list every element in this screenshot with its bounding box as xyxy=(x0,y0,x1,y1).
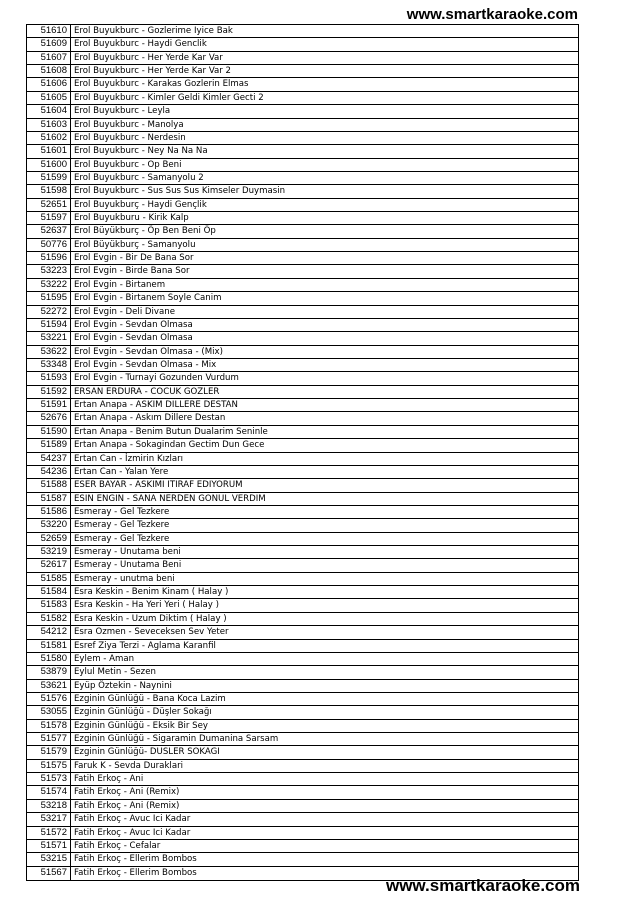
song-number: 54236 xyxy=(27,466,71,478)
table-row xyxy=(27,840,578,853)
song-title: Ezginin Günlüğü - Sigaramin Dumanina Sarsam xyxy=(74,734,279,745)
song-title: Erol Buyukburu - Kirik Kalp xyxy=(74,213,189,224)
footer-site-url: www.smartkaraoke.com xyxy=(385,876,580,895)
table-row xyxy=(27,546,578,559)
song-title: Eylem - Aman xyxy=(74,653,135,664)
song-title: Ezginin Günlüğü- DUSLER SOKAGI xyxy=(74,747,220,758)
song-title: Eyüp Öztekin - Naynini xyxy=(74,680,172,691)
table-row xyxy=(27,533,578,546)
song-number: 52637 xyxy=(27,225,71,237)
song-title: Erol Buyukburc - Her Yerde Kar Var xyxy=(74,52,223,63)
song-title: Ertan Can - Yalan Yere xyxy=(74,466,169,477)
song-number: 51605 xyxy=(27,92,71,104)
song-number: 51600 xyxy=(27,159,71,171)
song-number: 51573 xyxy=(27,773,71,785)
song-title: Erol Buyukburc - Nerdesin xyxy=(74,132,186,143)
table-row xyxy=(27,346,578,359)
table-row xyxy=(27,359,578,372)
table-row xyxy=(27,813,578,826)
song-number: 53221 xyxy=(27,332,71,344)
table-row xyxy=(27,599,578,612)
song-number: 51579 xyxy=(27,746,71,758)
song-title: Esmeray - Gel Tezkere xyxy=(74,520,170,531)
song-title: Fatih Erkoç - Cefalar xyxy=(74,840,161,851)
song-title: Esmeray - Unutama beni xyxy=(74,547,181,558)
song-title: Erol Evgin - Birde Bana Sor xyxy=(74,266,190,277)
song-title: Fatih Erkoç - Ellerim Bombos xyxy=(74,854,197,865)
table-row xyxy=(27,453,578,466)
table-row xyxy=(27,78,578,91)
song-title: Erol Büyükburç - Öp Ben Beni Öp xyxy=(74,226,216,237)
song-title: Ezginin Günlüğü - Bana Koca Lazim xyxy=(74,693,226,704)
table-row xyxy=(27,519,578,532)
song-title: Erol Evgin - Birtanem Soyle Canim xyxy=(74,293,222,304)
song-title: Esmeray - unutma beni xyxy=(74,573,175,584)
song-title: Esra Ozmen - Seveceksen Sev Yeter xyxy=(74,627,229,638)
song-number: 51583 xyxy=(27,599,71,611)
song-number: 54237 xyxy=(27,453,71,465)
song-title: Ezginin Günlüğü - Eksik Bir Sey xyxy=(74,720,209,731)
song-number: 53217 xyxy=(27,813,71,825)
song-number: 52659 xyxy=(27,533,71,545)
song-title: Erol Evgin - Deli Divane xyxy=(74,306,176,317)
song-number: 51602 xyxy=(27,132,71,144)
table-row xyxy=(27,38,578,51)
song-number: 53222 xyxy=(27,279,71,291)
table-row xyxy=(27,185,578,198)
table-row xyxy=(27,306,578,319)
table-row xyxy=(27,506,578,519)
song-title: Ertan Anapa - Sokagindan Gectim Dun Gece xyxy=(74,440,265,451)
song-number: 51610 xyxy=(27,25,71,37)
song-title: Erol Evgin - Birtanem xyxy=(74,279,166,290)
song-number: 51599 xyxy=(27,172,71,184)
song-title: Esmeray - Gel Tezkere xyxy=(74,506,170,517)
song-number: 53219 xyxy=(27,546,71,558)
table-row xyxy=(27,265,578,278)
table-row xyxy=(27,613,578,626)
table-row xyxy=(27,573,578,586)
table-row xyxy=(27,372,578,385)
table-row xyxy=(27,279,578,292)
table-row xyxy=(27,212,578,225)
table-row xyxy=(27,479,578,492)
table-row xyxy=(27,25,578,38)
song-number: 51595 xyxy=(27,292,71,304)
song-number: 53879 xyxy=(27,666,71,678)
song-title: Erol Büyükburç - Samanyolu xyxy=(74,239,196,250)
song-title: ESER BAYAR - ASKIMI ITIRAF EDIYORUM xyxy=(74,480,243,491)
song-number: 51598 xyxy=(27,185,71,197)
table-row xyxy=(27,666,578,679)
song-title: Fatih Erkoç - Avuc Ici Kadar xyxy=(74,814,191,825)
song-title: Erol Buyukburc - Manolya xyxy=(74,119,184,130)
song-number: 51580 xyxy=(27,653,71,665)
table-row xyxy=(27,412,578,425)
song-title: Esref Ziya Terzi - Aglama Karanfil xyxy=(74,640,216,651)
table-row xyxy=(27,172,578,185)
song-title: ERSAN ERDURA - COCUK GOZLER xyxy=(74,386,220,397)
song-table xyxy=(26,24,579,881)
song-number: 53622 xyxy=(27,346,71,358)
song-number: 52676 xyxy=(27,412,71,424)
song-title: Erol Buyukburc - Her Yerde Kar Var 2 xyxy=(74,66,232,77)
song-title: Faruk K - Sevda Duraklari xyxy=(74,760,184,771)
song-title: Ertan Anapa - Askım Dillere Destan xyxy=(74,413,226,424)
song-number: 51584 xyxy=(27,586,71,598)
song-number: 53223 xyxy=(27,265,71,277)
song-number: 51578 xyxy=(27,720,71,732)
song-number: 54212 xyxy=(27,626,71,638)
song-number: 51594 xyxy=(27,319,71,331)
song-number: 51603 xyxy=(27,119,71,131)
song-number: 50776 xyxy=(27,239,71,251)
song-number: 51589 xyxy=(27,439,71,451)
song-number: 53215 xyxy=(27,853,71,865)
table-row xyxy=(27,119,578,132)
song-number: 51607 xyxy=(27,52,71,64)
song-title: Erol Buyukburc - Op Beni xyxy=(74,159,182,170)
table-row xyxy=(27,426,578,439)
song-number: 53621 xyxy=(27,680,71,692)
song-number: 51576 xyxy=(27,693,71,705)
song-number: 51591 xyxy=(27,399,71,411)
song-title: Ertan Anapa - Benim Butun Dualarim Seninle xyxy=(74,426,268,437)
table-row xyxy=(27,252,578,265)
table-row xyxy=(27,720,578,733)
song-number: 51574 xyxy=(27,786,71,798)
song-title: Erol Evgin - Sevdan Olmasa - Mix xyxy=(74,359,217,370)
song-title: Erol Evgin - Sevdan Olmasa xyxy=(74,333,193,344)
song-title: Erol Buyukburç - Haydi Gençlik xyxy=(74,199,207,210)
header-site-url: www.smartkaraoke.com xyxy=(406,6,578,23)
table-row xyxy=(27,653,578,666)
table-row xyxy=(27,65,578,78)
song-number: 53220 xyxy=(27,519,71,531)
table-row xyxy=(27,760,578,773)
table-row xyxy=(27,786,578,799)
song-title: Ezginin Günlüğü - Düşler Sokağı xyxy=(74,707,212,718)
table-row xyxy=(27,800,578,813)
song-number: 51585 xyxy=(27,573,71,585)
table-row xyxy=(27,439,578,452)
table-row xyxy=(27,640,578,653)
song-number: 51581 xyxy=(27,640,71,652)
song-number: 52272 xyxy=(27,306,71,318)
song-number: 51597 xyxy=(27,212,71,224)
song-title: Erol Buyukburc - Karakas Gozlerin Elmas xyxy=(74,79,249,90)
song-number: 53348 xyxy=(27,359,71,371)
table-row xyxy=(27,386,578,399)
song-number: 51588 xyxy=(27,479,71,491)
song-title: Esra Keskin - Ha Yeri Yeri ( Halay ) xyxy=(74,600,219,611)
song-title: Erol Buyukburc - Sus Sus Sus Kimseler Duymasin xyxy=(74,186,286,197)
song-title: Esmeray - Unutama Beni xyxy=(74,560,182,571)
table-row xyxy=(27,92,578,105)
song-title: Fatih Erkoç - Ani xyxy=(74,774,144,785)
table-row xyxy=(27,773,578,786)
song-title: Erol Buyukburc - Samanyolu 2 xyxy=(74,172,204,183)
song-number: 51592 xyxy=(27,386,71,398)
song-number: 51567 xyxy=(27,867,71,880)
table-row xyxy=(27,853,578,866)
table-row xyxy=(27,827,578,840)
song-title: Fatih Erkoç - Ani (Remix) xyxy=(74,800,180,811)
table-row xyxy=(27,680,578,693)
song-title: Erol Evgin - Turnayi Gozunden Vurdum xyxy=(74,373,239,384)
song-number: 51575 xyxy=(27,760,71,772)
song-title: Esra Keskin - Benim Kinam ( Halay ) xyxy=(74,587,229,598)
table-row xyxy=(27,493,578,506)
song-number: 51609 xyxy=(27,38,71,50)
song-title: Erol Buyukburc - Kimler Geldi Kimler Gecti 2 xyxy=(74,92,264,103)
song-title: Fatih Erkoç - Avuc Ici Kadar xyxy=(74,827,191,838)
table-row xyxy=(27,292,578,305)
song-number: 51586 xyxy=(27,506,71,518)
song-title: Eylul Metin - Sezen xyxy=(74,667,156,678)
table-row xyxy=(27,319,578,332)
table-row xyxy=(27,559,578,572)
table-row xyxy=(27,626,578,639)
song-title: ESIN ENGIN - SANA NERDEN GONUL VERDIM xyxy=(74,493,266,504)
table-row xyxy=(27,746,578,759)
song-number: 51608 xyxy=(27,65,71,77)
song-number: 51596 xyxy=(27,252,71,264)
table-row xyxy=(27,52,578,65)
song-title: Erol Evgin - Bir De Bana Sor xyxy=(74,253,194,264)
song-title: Erol Buyukburc - Leyla xyxy=(74,106,171,117)
song-title: Ertan Anapa - ASKIM DILLERE DESTAN xyxy=(74,400,238,411)
song-number: 53055 xyxy=(27,706,71,718)
song-number: 51582 xyxy=(27,613,71,625)
song-title: Ertan Can - İzmirin Kızları xyxy=(74,453,184,464)
table-row xyxy=(27,132,578,145)
song-number: 53218 xyxy=(27,800,71,812)
table-row xyxy=(27,105,578,118)
table-row xyxy=(27,332,578,345)
song-title: Erol Buyukburc - Ney Na Na Na xyxy=(74,146,208,157)
song-number: 51593 xyxy=(27,372,71,384)
table-row xyxy=(27,199,578,212)
table-row xyxy=(27,159,578,172)
song-number: 51606 xyxy=(27,78,71,90)
song-title: Erol Evgin - Sevdan Olmasa - (Mix) xyxy=(74,346,223,357)
song-number: 52651 xyxy=(27,199,71,211)
song-number: 51587 xyxy=(27,493,71,505)
song-title: Erol Evgin - Sevdan Olmasa xyxy=(74,319,193,330)
table-row xyxy=(27,225,578,238)
song-number: 52617 xyxy=(27,559,71,571)
song-title: Fatih Erkoç - Ellerim Bombos xyxy=(74,867,197,878)
table-row xyxy=(27,586,578,599)
table-row xyxy=(27,399,578,412)
table-row xyxy=(27,145,578,158)
song-title: Erol Buyukburc - Gozlerime Iyice Bak xyxy=(74,26,233,36)
table-row xyxy=(27,706,578,719)
table-row xyxy=(27,693,578,706)
song-title: Erol Buyukburc - Haydi Genclik xyxy=(74,39,207,50)
song-title: Esra Keskin - Uzum Diktim ( Halay ) xyxy=(74,613,227,624)
song-number: 51604 xyxy=(27,105,71,117)
song-number: 51572 xyxy=(27,827,71,839)
song-title: Esmeray - Gel Tezkere xyxy=(74,533,170,544)
song-title: Fatih Erkoç - Ani (Remix) xyxy=(74,787,180,798)
song-number: 51590 xyxy=(27,426,71,438)
song-number: 51601 xyxy=(27,145,71,157)
table-row xyxy=(27,466,578,479)
song-number: 51577 xyxy=(27,733,71,745)
table-row xyxy=(27,239,578,252)
table-row xyxy=(27,733,578,746)
song-number: 51571 xyxy=(27,840,71,852)
